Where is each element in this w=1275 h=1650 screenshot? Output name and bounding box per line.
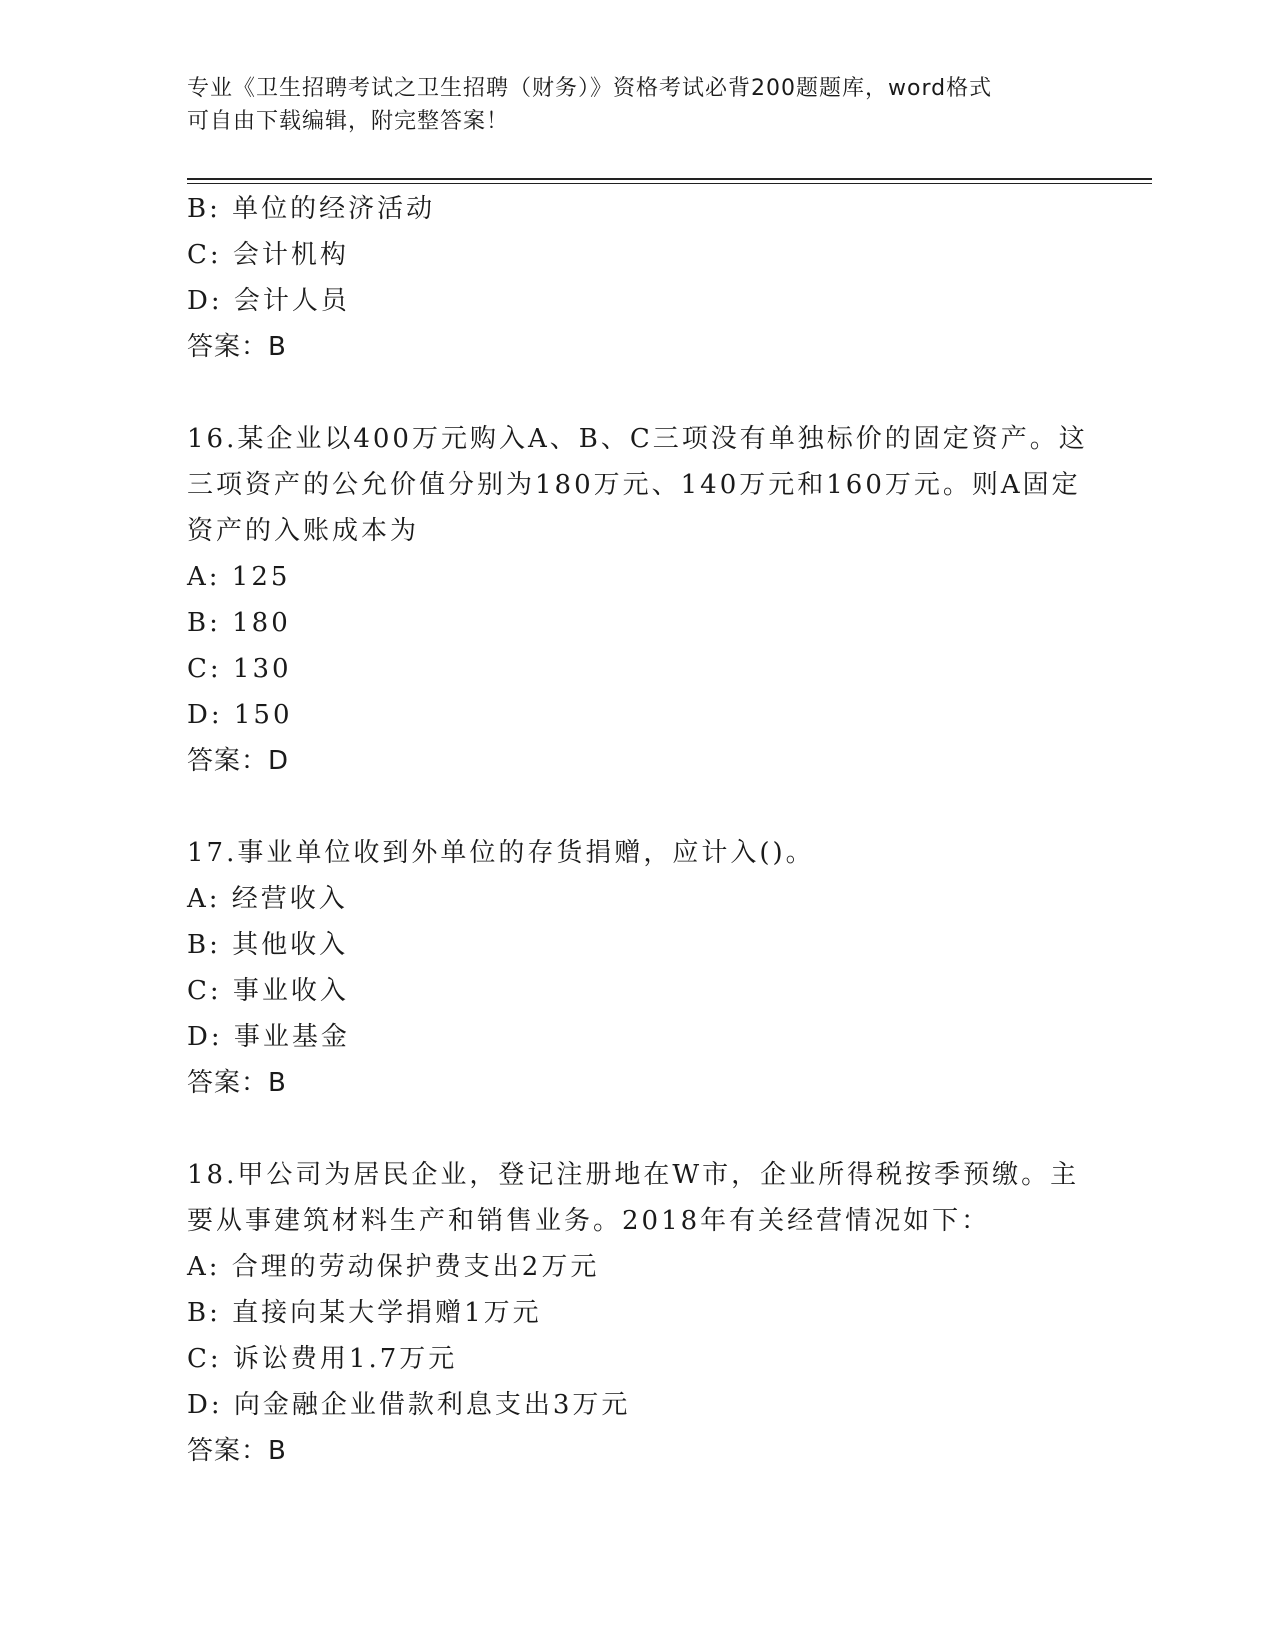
document-header (187, 72, 1087, 138)
q16-option-a: A: 125 (187, 562, 291, 592)
q15-option-d: D: 会计人员 (187, 286, 350, 316)
q16-option-b: B: 180 (187, 608, 291, 638)
q17-option-b: B: 其他收入 (187, 930, 349, 960)
q18-option-c: C: 诉讼费用1.7万元 (187, 1344, 458, 1374)
header-line-1: 专业《卫生招聘考试之卫生招聘（财务）》资格考试必背200题题库，word格式 (187, 76, 993, 101)
q17-option-a: A: 经营收入 (187, 884, 348, 914)
q17-answer: 答案：B (187, 1068, 287, 1098)
q17-stem-line-1: 17.事业单位收到外单位的存货捐赠，应计入()。 (187, 838, 815, 868)
q16-answer: 答案：D (187, 746, 290, 776)
q18-answer: 答案：B (187, 1436, 287, 1466)
header-divider-thin (187, 183, 1152, 184)
q16-option-c: C: 130 (187, 654, 292, 684)
q16-stem-line-2: 三项资产的公允价值分别为180万元、140万元和160万元。则A固定 (187, 470, 1081, 500)
q18-option-b: B: 直接向某大学捐赠1万元 (187, 1298, 542, 1328)
q16-stem-line-3: 资产的入账成本为 (187, 516, 420, 546)
q18-option-a: A: 合理的劳动保护费支出2万元 (187, 1252, 600, 1282)
q17-option-c: C: 事业收入 (187, 976, 349, 1006)
q18-stem-line-1: 18.甲公司为居民企业，登记注册地在W市，企业所得税按季预缴。主 (187, 1160, 1080, 1190)
q15-answer: 答案：B (187, 332, 287, 362)
header-divider-thick (187, 178, 1152, 180)
q18-option-d: D: 向金融企业借款利息支出3万元 (187, 1390, 631, 1420)
q18-stem-line-2: 要从事建筑材料生产和销售业务。2018年有关经营情况如下： (187, 1206, 991, 1236)
header-line-2: 可自由下载编辑，附完整答案！ (187, 109, 510, 134)
q15-option-c: C: 会计机构 (187, 240, 349, 270)
q16-option-d: D: 150 (187, 700, 293, 730)
q16-stem-line-1: 16.某企业以400万元购入A、B、C三项没有单独标价的固定资产。这 (187, 424, 1088, 454)
q17-option-d: D: 事业基金 (187, 1022, 350, 1052)
q15-option-b: B: 单位的经济活动 (187, 194, 436, 224)
